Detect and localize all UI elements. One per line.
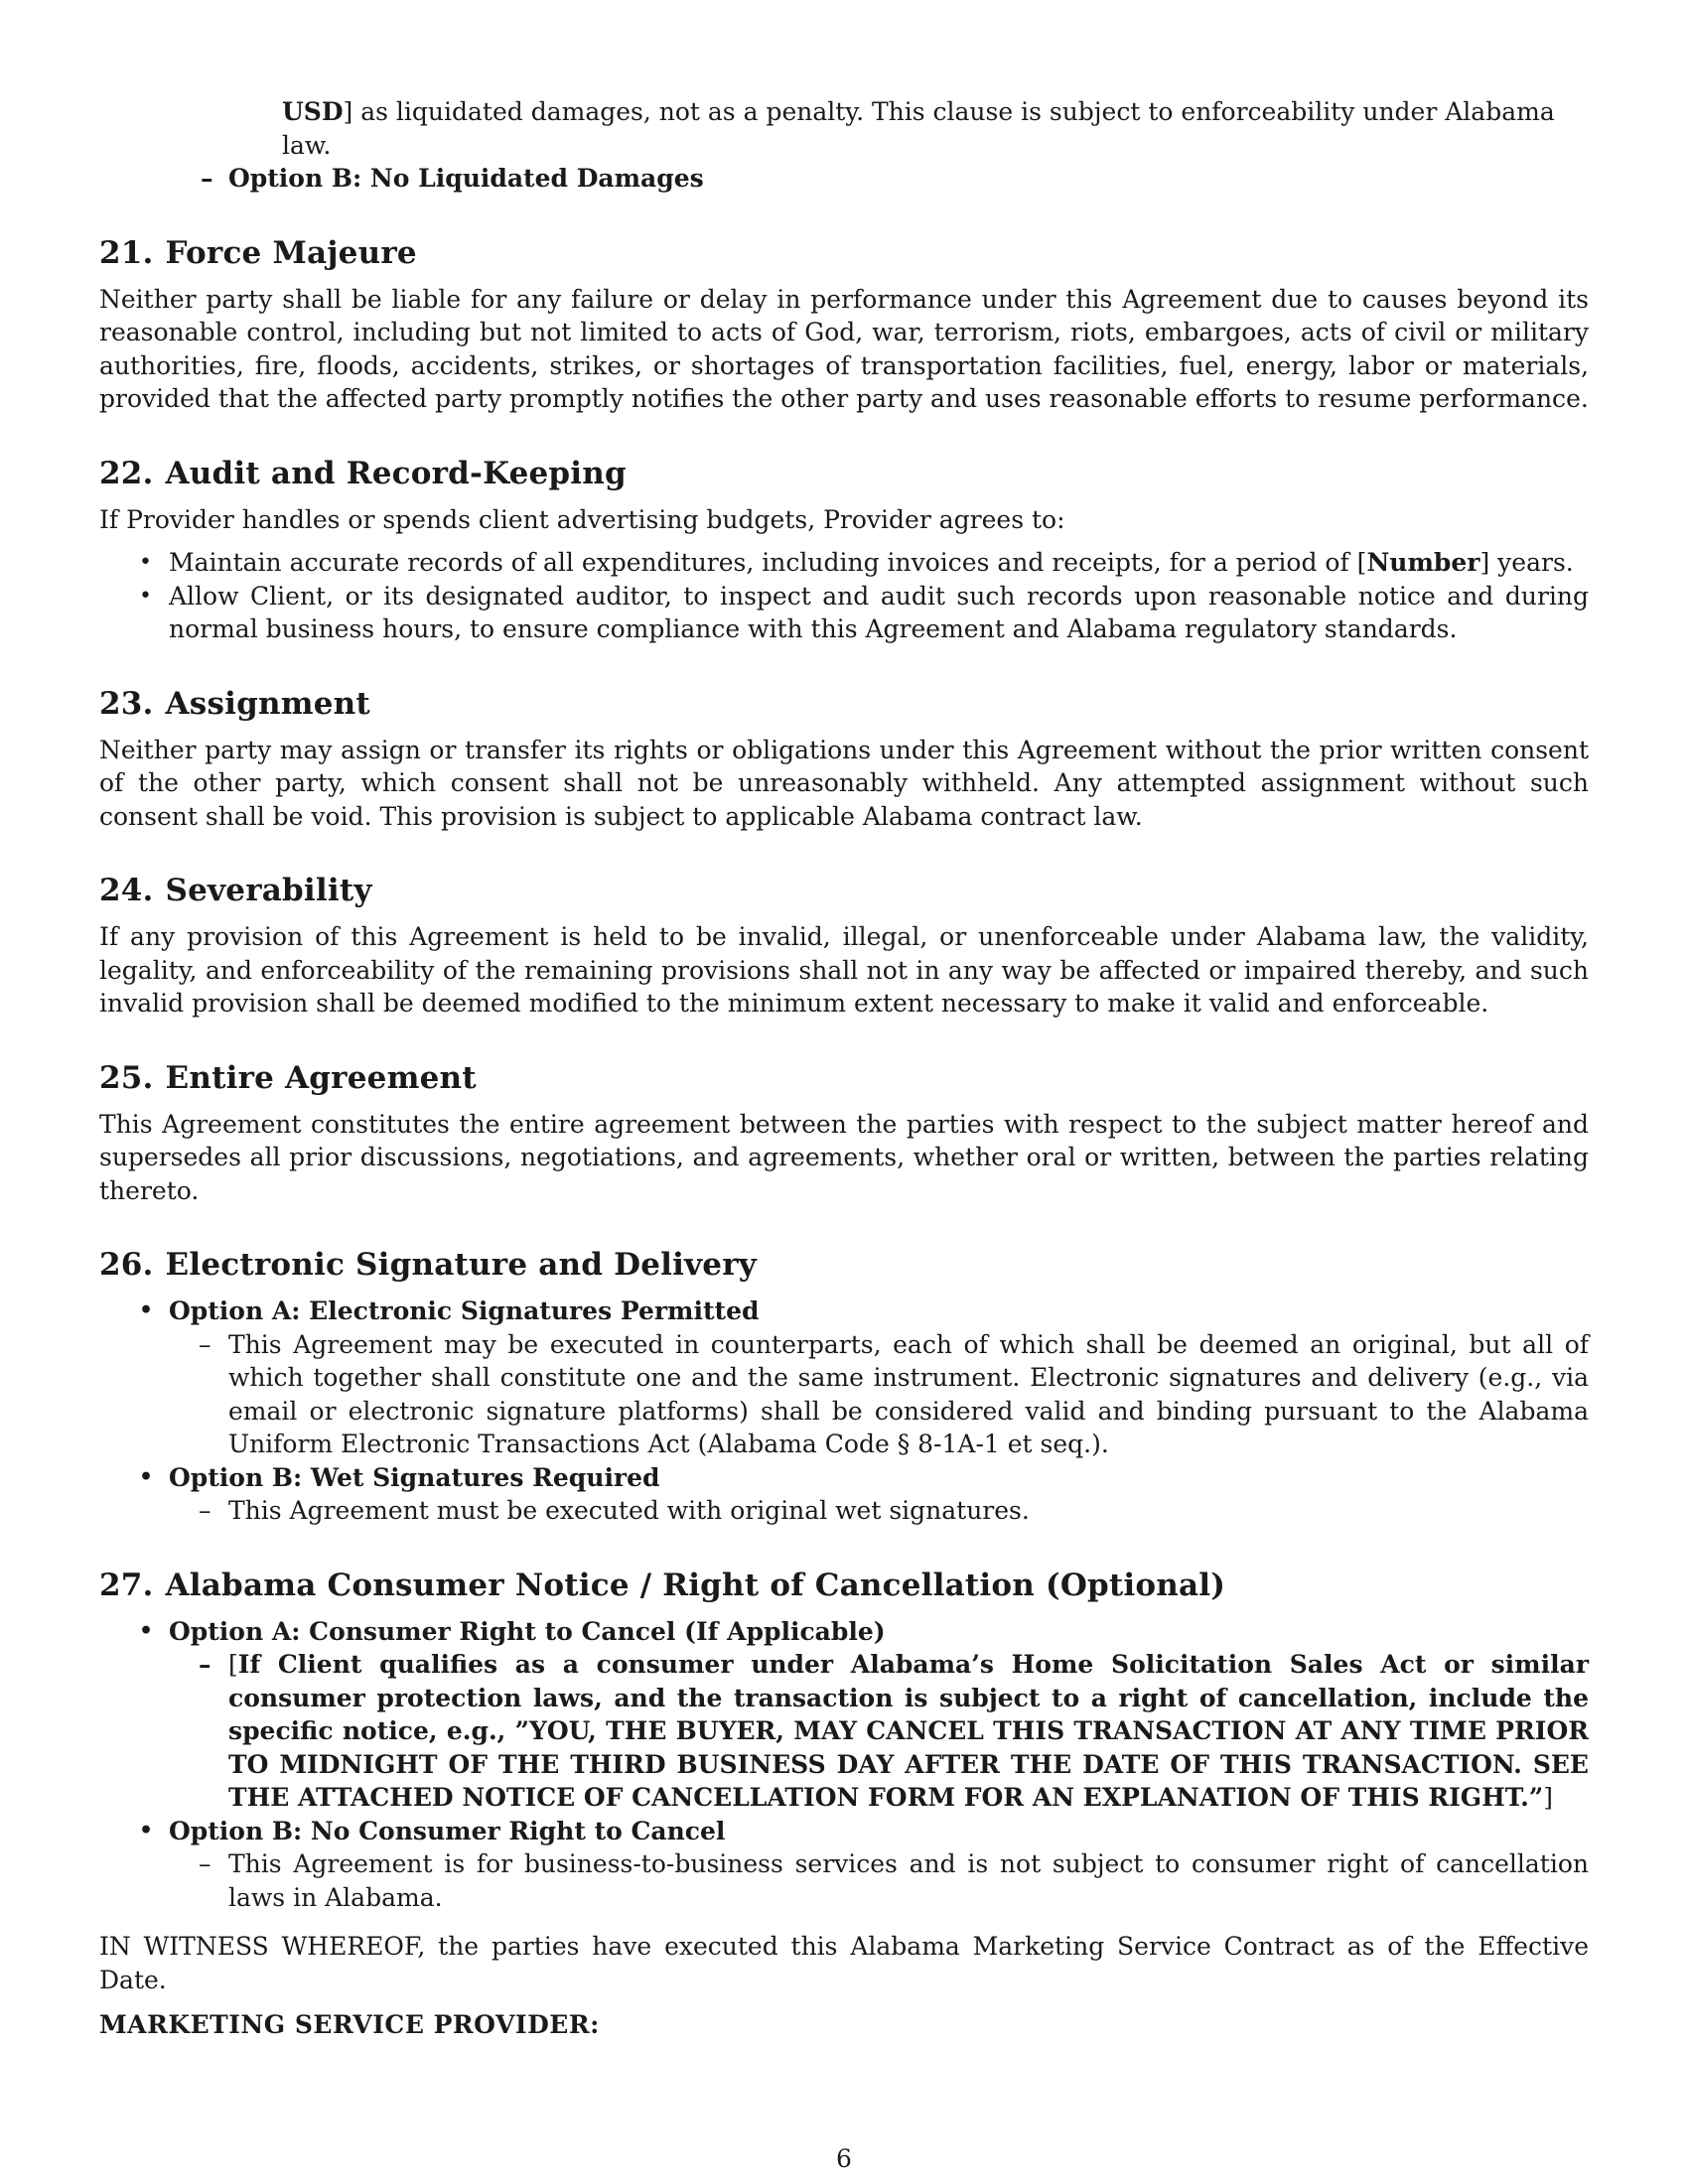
- section-number: 23.: [99, 685, 154, 722]
- carryover-option-b: – Option B: No Liquidated Damages: [99, 162, 1589, 196]
- section-21-body: Neither party shall be liable for any failure or delay in performance under this Agreement due to causes beyond its reasonable control, including but not limited to acts of God, war, terrorism, riots, embargoes, acts of civil or military authorities, fire, floods, accidents, strikes, or shortages of transportation facilities, fuel, energy, labor or materials, provided that the affected party promptly notifies the other party and uses reasonable efforts to resume performance.: [99, 284, 1589, 413]
- section-26-options: [99, 1295, 1589, 1528]
- section-title: Entire Agreement: [165, 1059, 477, 1096]
- section-title: Force Majeure: [165, 234, 417, 271]
- section-23-heading: [99, 684, 1589, 724]
- section-25-heading: [99, 1058, 1589, 1098]
- section-title: Audit and Record-Keeping: [165, 455, 627, 491]
- bracket-close: ]: [1543, 1783, 1553, 1812]
- option-b-text: – This Agreement must be executed with original wet signatures.: [99, 1494, 1589, 1528]
- option-b-title: • Option B: No Consumer Right to Cancel: [99, 1815, 1589, 1848]
- option-a-notice: [99, 1648, 1589, 1815]
- section-title: Severability: [165, 873, 372, 908]
- section-24-body: If any provision of this Agreement is held to be invalid, illegal, or unenforceable under Alabama law, the validity, legality, and enforceability of the remaining provisions shall not in any way be affected or impaired thereby, and such invalid provision shall be deemed modified to the minimum extent necessary to make it valid and enforceable.: [99, 922, 1589, 1018]
- bracket-open: [: [228, 1650, 238, 1679]
- document-page: [99, 95, 1589, 2042]
- notice-text: If Client qualifies as a consumer under Alabama’s Home Solicitation Sales Act or similar consumer protection laws, and the transaction is subject to a right of cancellation, include the specific notice, e.g., ”YOU, THE BUYER, MAY CANCEL THIS TRANSACTION AT ANY TIME PRIOR TO MIDNIGHT OF THE THIRD BUSINESS DAY AFTER THE DATE OF THIS TRANSACTION. SEE THE ATTACHED NOTICE OF CANCELLATION FORM FOR AN EXPLANATION OF THIS RIGHT.”: [228, 1650, 1589, 1812]
- section-title: Alabama Consumer Notice / Right of Cancellation (Optional): [165, 1567, 1226, 1603]
- list-item: [99, 546, 1589, 580]
- section-22-heading: [99, 454, 1589, 493]
- section-23-body: Neither party may assign or transfer its rights or obligations under this Agreement without the prior written consent of the other party, which consent shall not be unreasonably withheld. Any attempted assignment without such consent shall be void. This provision is subject to applicable Alabama contract law.: [99, 735, 1589, 831]
- option-a-title: • Option A: Electronic Signatures Permitted: [99, 1295, 1589, 1328]
- carryover-line: ] as liquidated damages, not as a penalty. This clause is subject to enforceability under Alabama law.: [282, 97, 1555, 160]
- section-number: 22.: [99, 455, 154, 491]
- section-26-heading: [99, 1245, 1589, 1285]
- provider-signature-label: MARKETING SERVICE PROVIDER:: [99, 2010, 600, 2039]
- witness-clause: IN WITNESS WHEREOF, the parties have executed this Alabama Marketing Service Contract as of the Effective Date.: [99, 1932, 1589, 1994]
- section-number: 27.: [99, 1567, 154, 1603]
- option-a-text: – This Agreement may be executed in counterparts, each of which shall be deemed an original, but all of which together shall constitute one and the same instrument. Electronic signatures and delivery (e.g., via email or electronic signature platforms) shall be considered valid and binding pursuant to the Alabama Uniform Electronic Transactions Act (Alabama Code § 8-1A-1 et seq.).: [99, 1328, 1589, 1461]
- section-number: 25.: [99, 1059, 154, 1096]
- option-b-text: – This Agreement is for business-to-business services and is not subject to consumer right of cancellation laws in Alabama.: [99, 1847, 1589, 1914]
- section-number: 24.: [99, 873, 154, 908]
- placeholder-number: Number: [1366, 548, 1480, 577]
- section-title: Assignment: [165, 685, 370, 722]
- section-27-heading: [99, 1566, 1589, 1605]
- page-number: 6: [836, 2144, 852, 2173]
- section-22-list: [99, 546, 1589, 646]
- bullet-text: Maintain accurate records of all expenditures, including invoices and receipts, for a period of [: [169, 548, 1367, 577]
- section-27-options: [99, 1615, 1589, 1915]
- list-item: • Allow Client, or its designated auditor, to inspect and audit such records upon reasonable notice and during normal business hours, to ensure compliance with this Agreement and Alabama regulatory standards.: [99, 580, 1589, 646]
- section-25-body: This Agreement constitutes the entire agreement between the parties with respect to the subject matter hereof and supersedes all prior discussions, negotiations, and agreements, whether oral or written, between the parties relating thereto.: [99, 1109, 1589, 1205]
- option-b-title: • Option B: Wet Signatures Required: [99, 1461, 1589, 1495]
- currency-label: USD: [282, 97, 344, 126]
- section-number: 26.: [99, 1247, 154, 1283]
- bullet-text-end: ] years.: [1479, 548, 1574, 577]
- carryover-text: [282, 95, 1589, 162]
- section-number: 21.: [99, 234, 154, 271]
- section-21-heading: [99, 233, 1589, 273]
- section-title: Electronic Signature and Delivery: [165, 1247, 757, 1283]
- option-a-title: • Option A: Consumer Right to Cancel (If Applicable): [99, 1615, 1589, 1649]
- section-24-heading: [99, 871, 1589, 910]
- section-22-intro: If Provider handles or spends client advertising budgets, Provider agrees to:: [99, 504, 1065, 534]
